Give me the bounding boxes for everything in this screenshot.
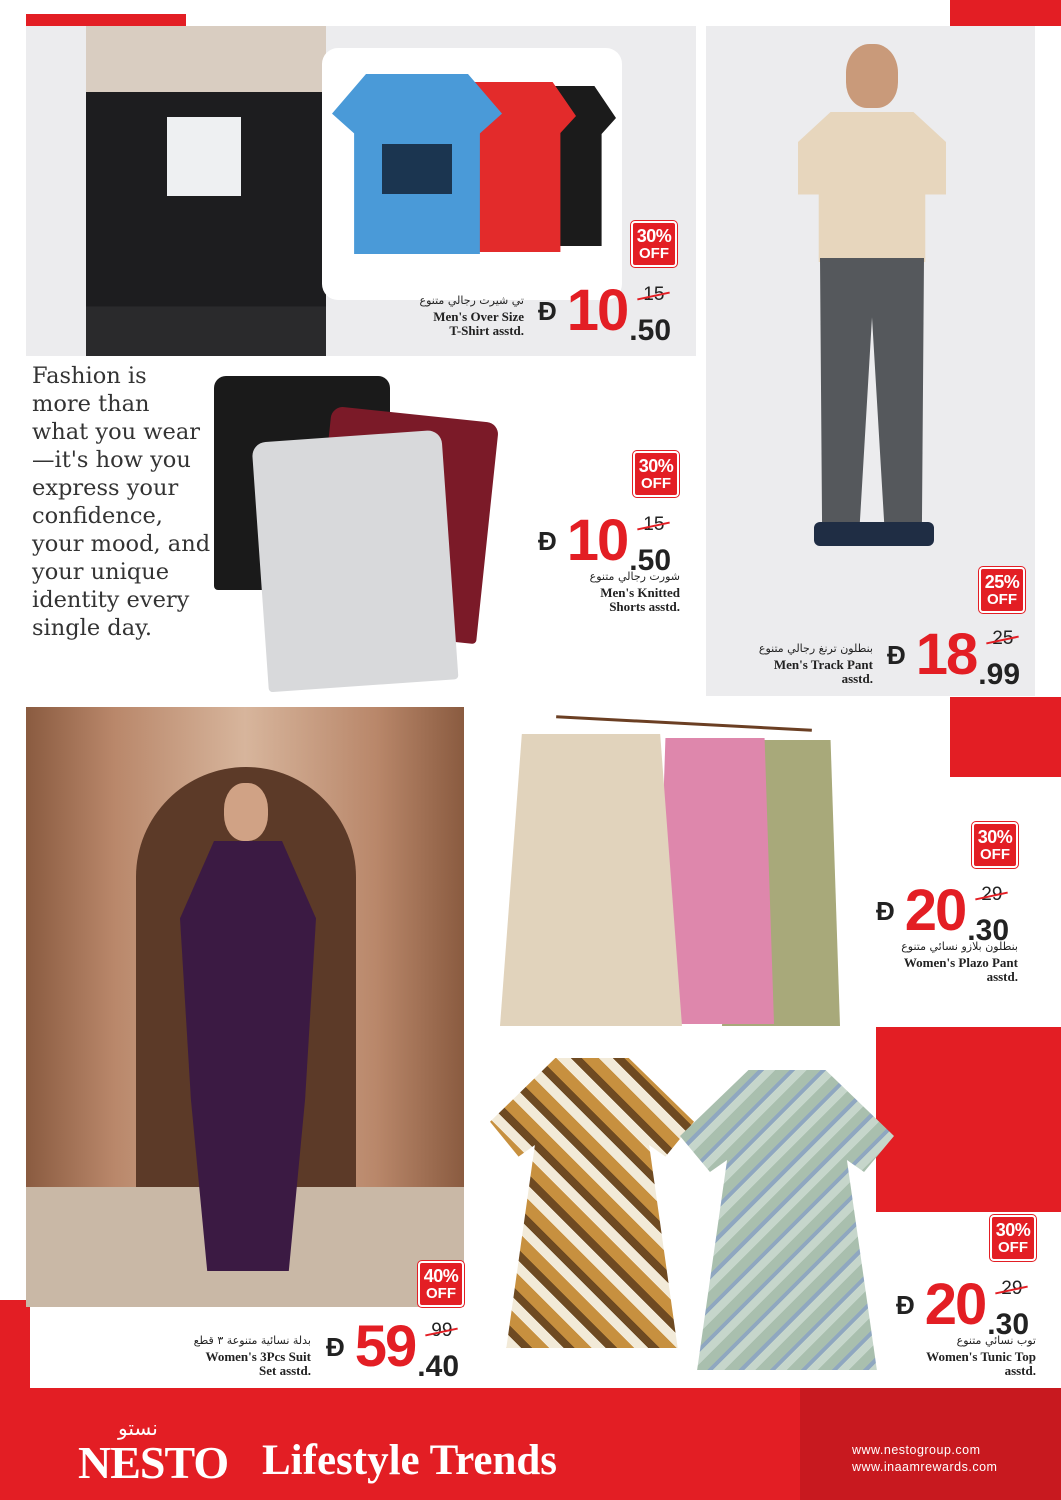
- plazo-description: بنطلون بلازو نسائي متنوع Women's Plazo Pant asstd.: [901, 940, 1018, 984]
- suit-description: بدلة نسائية متنوعة ٣ قطع Women's 3Pcs Suit Set asstd.: [193, 1334, 311, 1378]
- decor-block-top-left: [26, 14, 186, 26]
- blue-tshirt-image: [332, 74, 502, 254]
- trackpant-model-head: [846, 44, 898, 108]
- tshirt-discount-badge: 30% OFF: [631, 221, 677, 267]
- trackpant-model-shoes: [814, 522, 934, 546]
- plazo-price: Đ 20 29 .30: [876, 878, 1010, 947]
- tunic-price: Đ 20 29 .30: [896, 1272, 1030, 1341]
- floral-tunic-image: [490, 1058, 694, 1348]
- campaign-tagline: Lifestyle Trends: [262, 1437, 558, 1484]
- suit-model-photo: [26, 707, 464, 1307]
- brand-logo: NESTO: [78, 1437, 229, 1488]
- shorts-price: Đ 10 15 .50: [538, 508, 672, 577]
- trackpant-description: بنطلون ترنغ رجالي متنوع Men's Track Pant asstd.: [758, 642, 873, 686]
- shorts-description: شورت رجالي متنوع Men's Knitted Shorts asstd.: [589, 570, 680, 614]
- tshirt-model-photo: [86, 26, 326, 356]
- beige-plazo-image: [500, 734, 682, 1026]
- tshirt-description: تي شيرت رجالي متنوع Men's Over Size T-Shirt asstd.: [419, 294, 524, 338]
- trackpant-price: Đ 18 25 .99: [887, 622, 1021, 691]
- tunic-description: توب نسائي متنوع Women's Tunic Top asstd.: [926, 1334, 1036, 1378]
- tshirt-price: Đ 10 15 .50: [538, 278, 672, 347]
- trackpant-model-pants: [820, 258, 924, 528]
- decor-block-right-lower: [876, 1027, 1061, 1212]
- trackpant-discount-badge: 25% OFF: [979, 567, 1025, 613]
- suit-discount-badge: 40% OFF: [418, 1261, 464, 1307]
- suit-price: Đ 59 99 .40: [326, 1314, 460, 1383]
- shorts-discount-badge: 30% OFF: [633, 451, 679, 497]
- suit-model-head: [224, 783, 268, 841]
- website-link-nesto[interactable]: www.nestogroup.com: [852, 1443, 981, 1457]
- tshirt-print-graphic: [164, 114, 244, 199]
- mint-tunic-image: [680, 1070, 894, 1370]
- brand-logo-arabic: نستو: [118, 1416, 158, 1440]
- plazo-hangers: [556, 715, 812, 731]
- grey-shorts-image: [252, 430, 459, 693]
- tunic-discount-badge: 30% OFF: [990, 1215, 1036, 1261]
- decor-block-right-middle: [950, 697, 1061, 777]
- trackpant-model-tshirt: [798, 112, 946, 262]
- website-link-inaam[interactable]: www.inaamrewards.com: [852, 1460, 998, 1474]
- decor-block-left-lower: [0, 1300, 30, 1388]
- plazo-discount-badge: 30% OFF: [972, 822, 1018, 868]
- decor-block-top-right: [950, 0, 1061, 26]
- fashion-quote: Fashion is more than what you wear—it's how you express your confidence, your mood, and your unique identity every single day.: [32, 363, 211, 641]
